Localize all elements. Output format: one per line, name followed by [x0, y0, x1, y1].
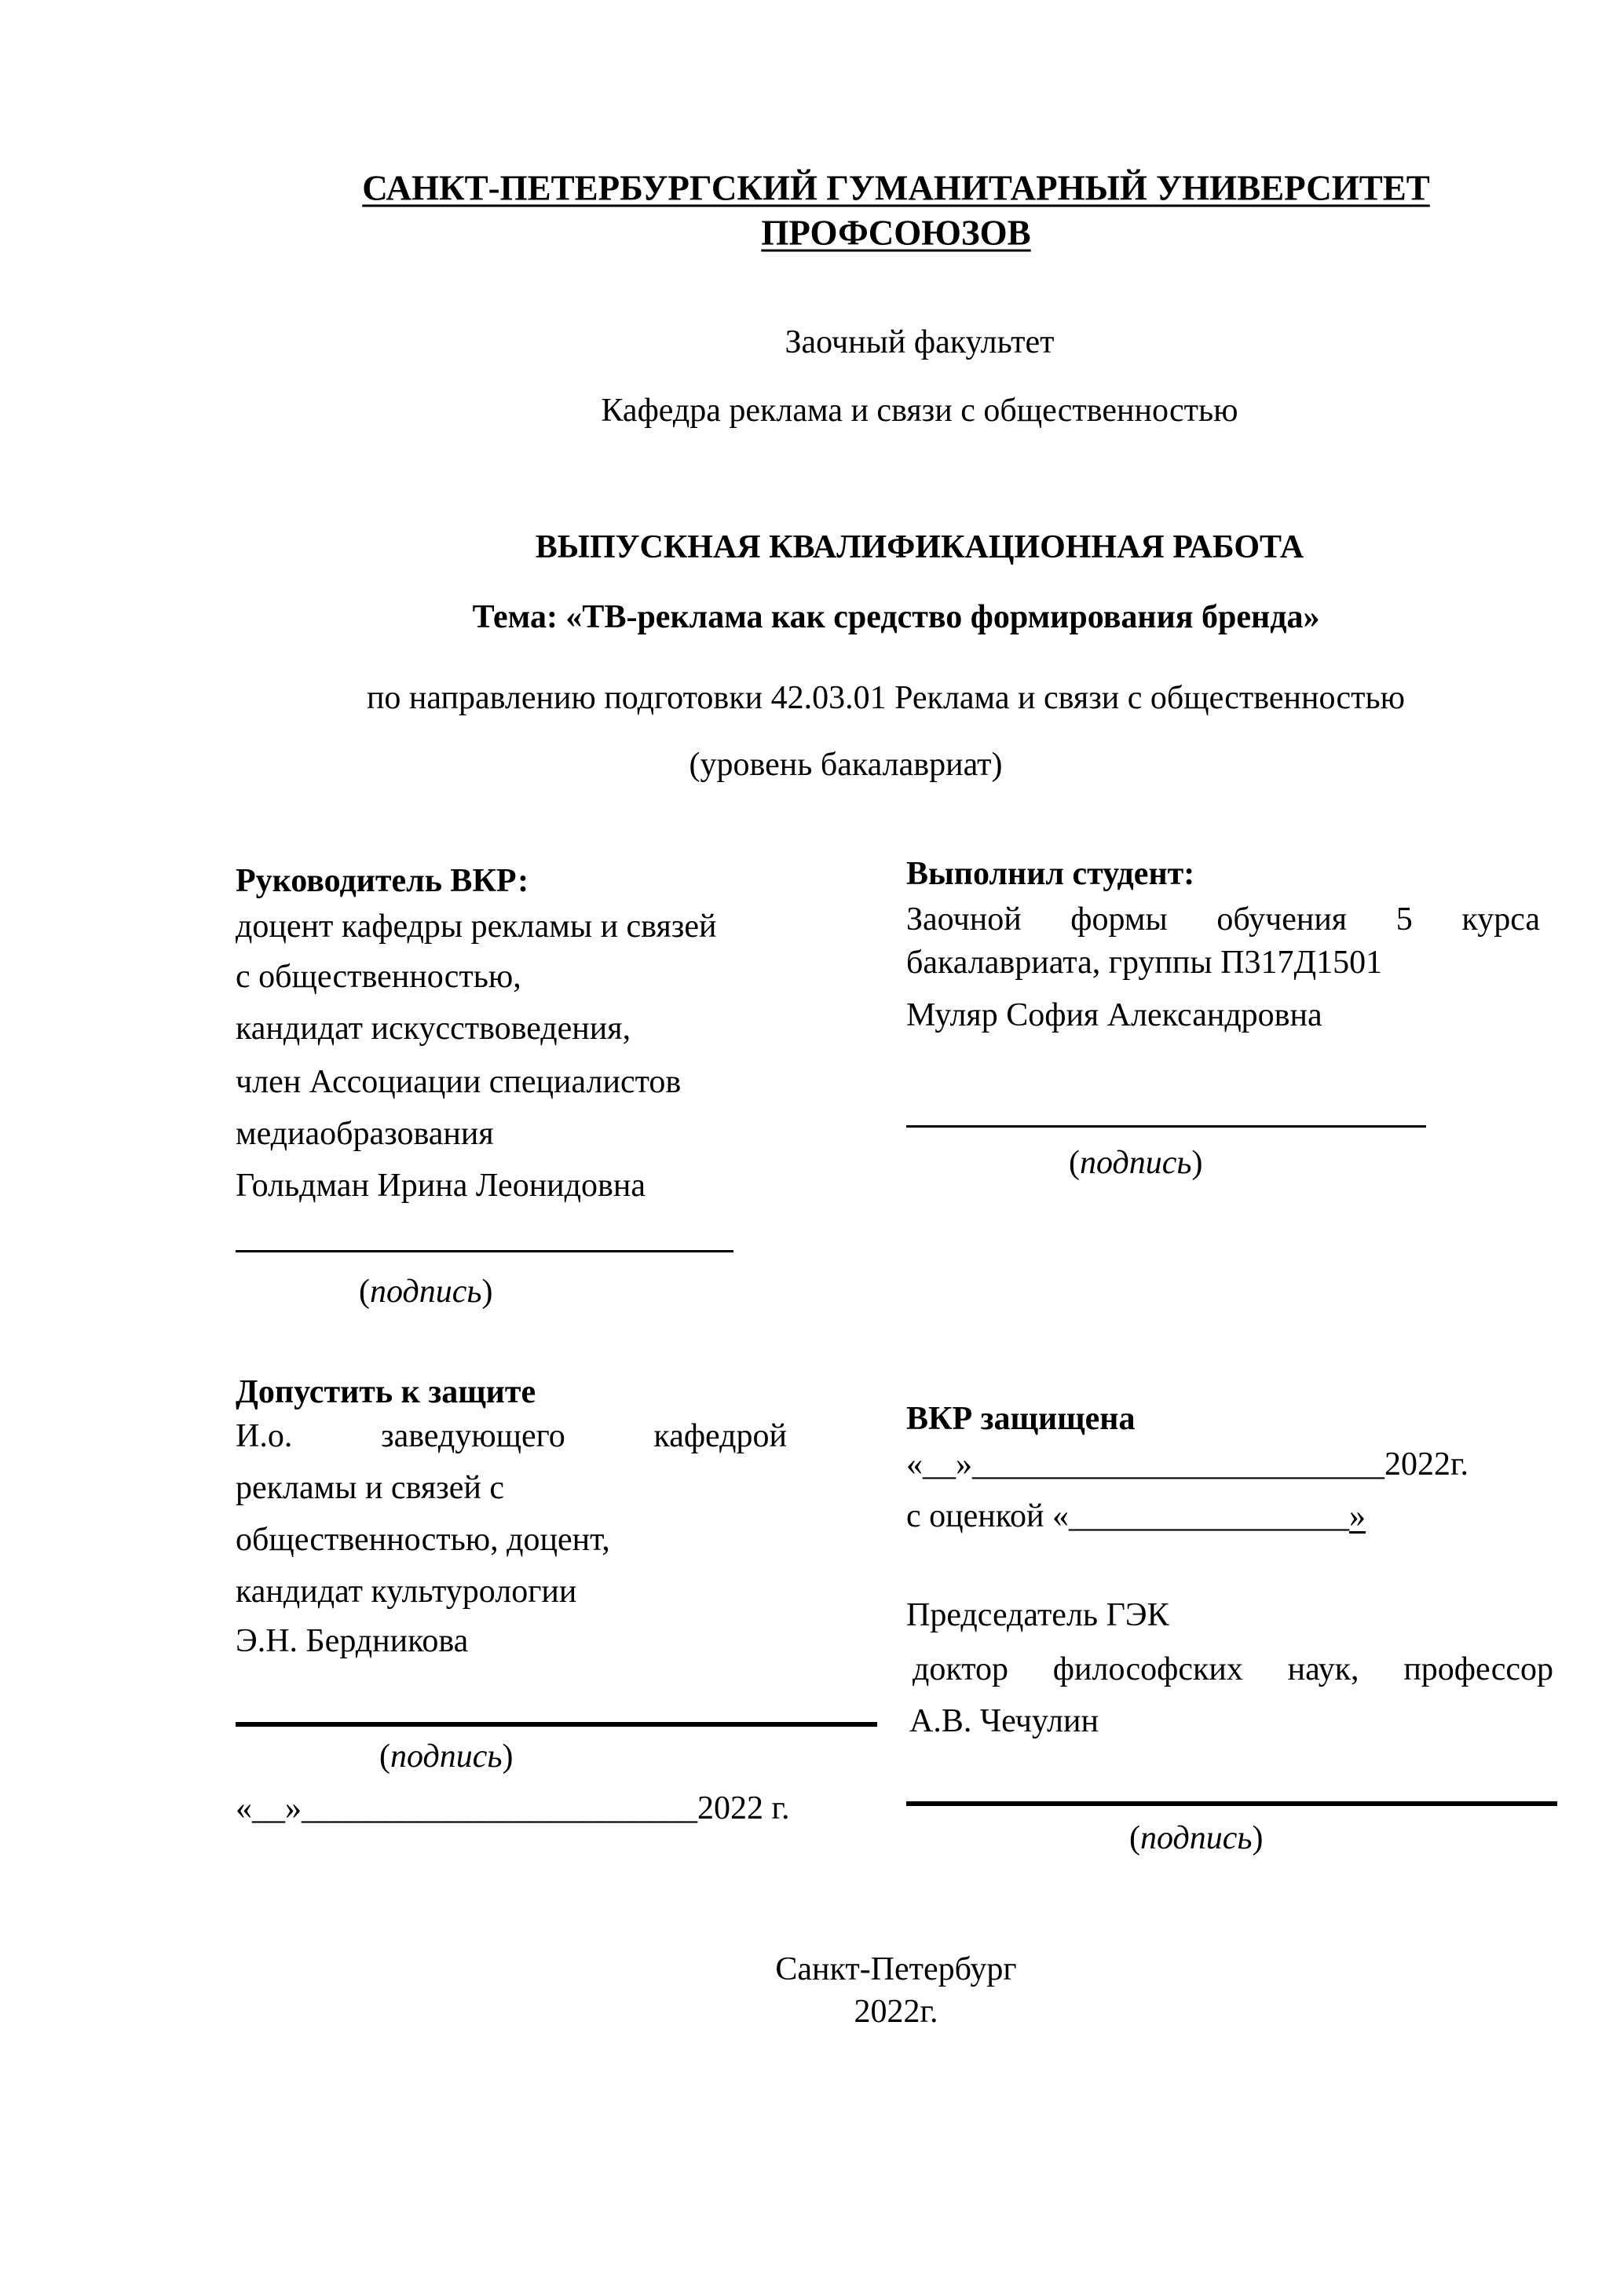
- work-type-title: ВЫПУСКНАЯ КВАЛИФИКАЦИОННАЯ РАБОТА: [535, 529, 1304, 565]
- admit-name: Э.Н. Бердникова: [236, 1623, 469, 1659]
- admit-signature-label: (подпись): [379, 1738, 514, 1775]
- supervisor-heading: Руководитель ВКР:: [236, 863, 529, 899]
- signature-label-text: подпись: [370, 1274, 482, 1310]
- grade-prefix: с оценкой «: [906, 1498, 1069, 1534]
- admit-date: «__»________________________2022 г.: [236, 1790, 790, 1826]
- topic: Тема: «ТВ-реклама как средство формирования бренда»: [472, 599, 1320, 635]
- department: Кафедра реклама и связи с общественностью: [601, 393, 1238, 429]
- study-level: (уровень бакалавриат): [689, 747, 1003, 783]
- student-signature-label: (подпись): [1069, 1145, 1203, 1181]
- defended-date: «__»_________________________2022г.: [906, 1446, 1469, 1483]
- student-heading: Выполнил студент:: [906, 856, 1195, 892]
- footer-year: 2022г.: [854, 1994, 938, 2030]
- supervisor-line: с общественностью,: [236, 959, 521, 995]
- footer-city: Санкт-Петербург: [775, 1951, 1017, 1987]
- supervisor-name: Гольдман Ирина Леонидовна: [236, 1168, 646, 1204]
- university-name-line1: САНКТ-ПЕТЕРБУРГСКИЙ ГУМАНИТАРНЫЙ УНИВЕРСИТЕТ: [362, 168, 1430, 208]
- supervisor-signature-label: (подпись): [359, 1274, 493, 1310]
- signature-label-text: подпись: [1080, 1145, 1192, 1181]
- chair-name: А.В. Чечулин: [909, 1703, 1099, 1739]
- supervisor-line: доцент кафедры рекламы и связей: [236, 909, 717, 945]
- student-line: Заочной формы обучения 5 курса: [906, 901, 1540, 938]
- university-name-line2: ПРОФСОЮЗОВ: [761, 213, 1031, 253]
- grade-blank: _________________: [1069, 1498, 1349, 1534]
- signature-label-text: подпись: [390, 1738, 503, 1775]
- chair-title: Председатель ГЭК: [906, 1597, 1169, 1633]
- supervisor-line: член Ассоциации специалистов: [236, 1064, 682, 1100]
- admit-line: кандидат культурологии: [236, 1574, 577, 1610]
- student-signature-line: [906, 1125, 1426, 1128]
- chair-signature-label: (подпись): [1129, 1820, 1264, 1856]
- grade-suffix: »: [1349, 1498, 1366, 1534]
- admit-line: рекламы и связей с: [236, 1470, 505, 1506]
- student-group: бакалавриата, группы П317Д1501: [906, 945, 1383, 981]
- supervisor-line: медиаобразования: [236, 1116, 494, 1152]
- admit-heading: Допустить к защите: [236, 1374, 536, 1410]
- faculty: Заочный факультет: [785, 324, 1055, 360]
- chair-degree: доктор философских наук, профессор: [913, 1651, 1553, 1687]
- grade-field: [906, 1500, 1366, 1533]
- supervisor-signature-line: [236, 1250, 733, 1252]
- student-name: Муляр София Александровна: [906, 997, 1322, 1033]
- defended-heading: ВКР защищена: [906, 1401, 1136, 1437]
- admit-signature-line: [236, 1722, 877, 1727]
- chair-signature-line: [906, 1801, 1557, 1806]
- study-direction: по направлению подготовки 42.03.01 Реклама и связи с общественностью: [366, 680, 1406, 716]
- supervisor-line: кандидат искусствоведения,: [236, 1011, 631, 1047]
- signature-label-text: подпись: [1140, 1820, 1253, 1856]
- admit-line: И.о. заведующего кафедрой: [236, 1418, 787, 1454]
- admit-line: общественностью, доцент,: [236, 1522, 610, 1558]
